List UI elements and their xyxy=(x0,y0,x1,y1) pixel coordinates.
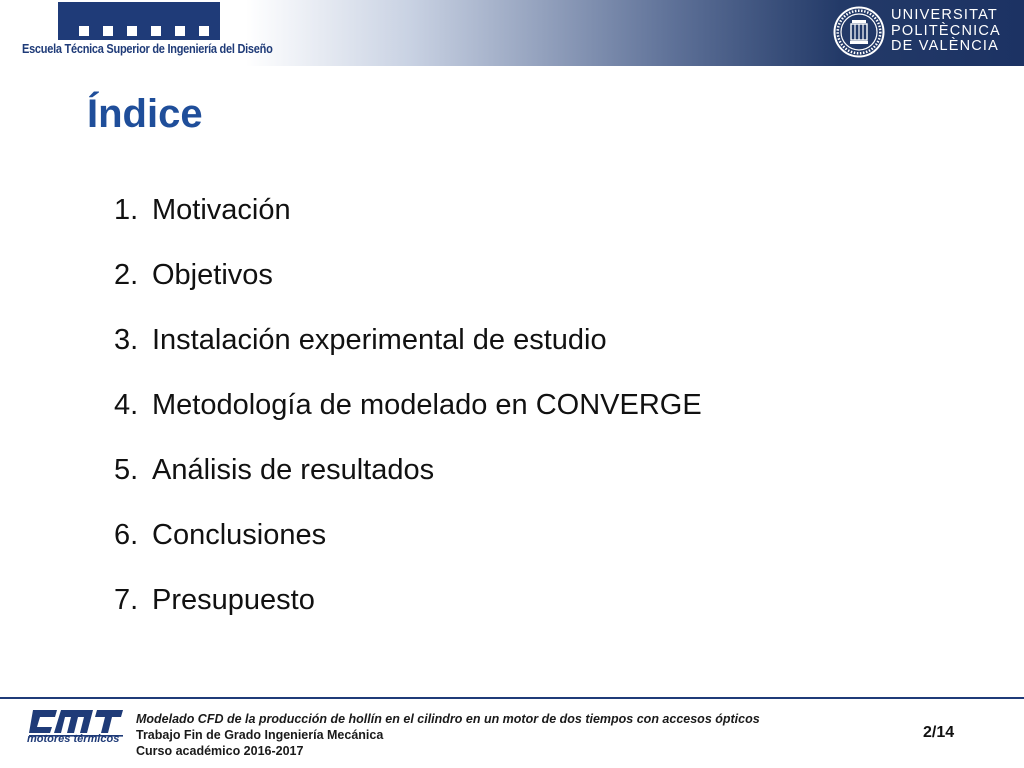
agenda-item-label: Objetivos xyxy=(152,259,273,291)
university-name-line: UNIVERSITAT xyxy=(891,7,998,23)
header-band xyxy=(0,0,1024,66)
agenda-item-number: 4. xyxy=(114,389,139,421)
etsid-logo xyxy=(22,2,273,62)
degree-label: Trabajo Fin de Grado Ingeniería Mecánica xyxy=(136,728,384,742)
agenda-item xyxy=(114,454,702,519)
agenda-list xyxy=(114,194,702,649)
agenda-item-number: 7. xyxy=(114,584,139,616)
academic-year: Curso académico 2016-2017 xyxy=(136,744,304,758)
agenda-item-number: 2. xyxy=(114,259,139,291)
footer-divider xyxy=(0,697,1024,699)
cmt-logo-caption: motores térmicos xyxy=(27,733,120,745)
university-name xyxy=(891,8,1001,55)
agenda-item xyxy=(114,584,702,649)
agenda-item-label: Metodología de modelado en CONVERGE xyxy=(152,389,702,421)
footer-info xyxy=(136,711,760,759)
agenda-item-label: Conclusiones xyxy=(152,519,327,551)
agenda-item-number: 6. xyxy=(114,519,139,551)
agenda-item-label: Presupuesto xyxy=(152,584,315,616)
agenda-item-label: Instalación experimental de estudio xyxy=(152,324,607,356)
agenda-item xyxy=(114,324,702,389)
agenda-item-label: Motivación xyxy=(152,194,291,226)
slide-title: Índice xyxy=(87,92,203,136)
agenda-item-number: 5. xyxy=(114,454,139,486)
agenda-item-label: Análisis de resultados xyxy=(152,454,435,486)
upv-seal-icon xyxy=(833,6,885,58)
agenda-item xyxy=(114,194,702,259)
agenda-item xyxy=(114,519,702,584)
agenda-item-number: 3. xyxy=(114,324,139,356)
page-number: 2/14 xyxy=(923,724,955,741)
university-name-line: DE VALÈNCIA xyxy=(891,38,1000,54)
agenda-item-number: 1. xyxy=(114,194,139,226)
school-name: Escuela Técnica Superior de Ingeniería del Diseño xyxy=(22,42,273,56)
agenda-item xyxy=(114,389,702,454)
etsid-logo-mark xyxy=(58,2,220,40)
agenda-item xyxy=(114,259,702,324)
university-name-line: POLITÈCNICA xyxy=(891,22,1001,39)
project-title: Modelado CFD de la producción de hollín en el cilindro en un motor de dos tiempos con accesos ópticos xyxy=(136,712,760,726)
